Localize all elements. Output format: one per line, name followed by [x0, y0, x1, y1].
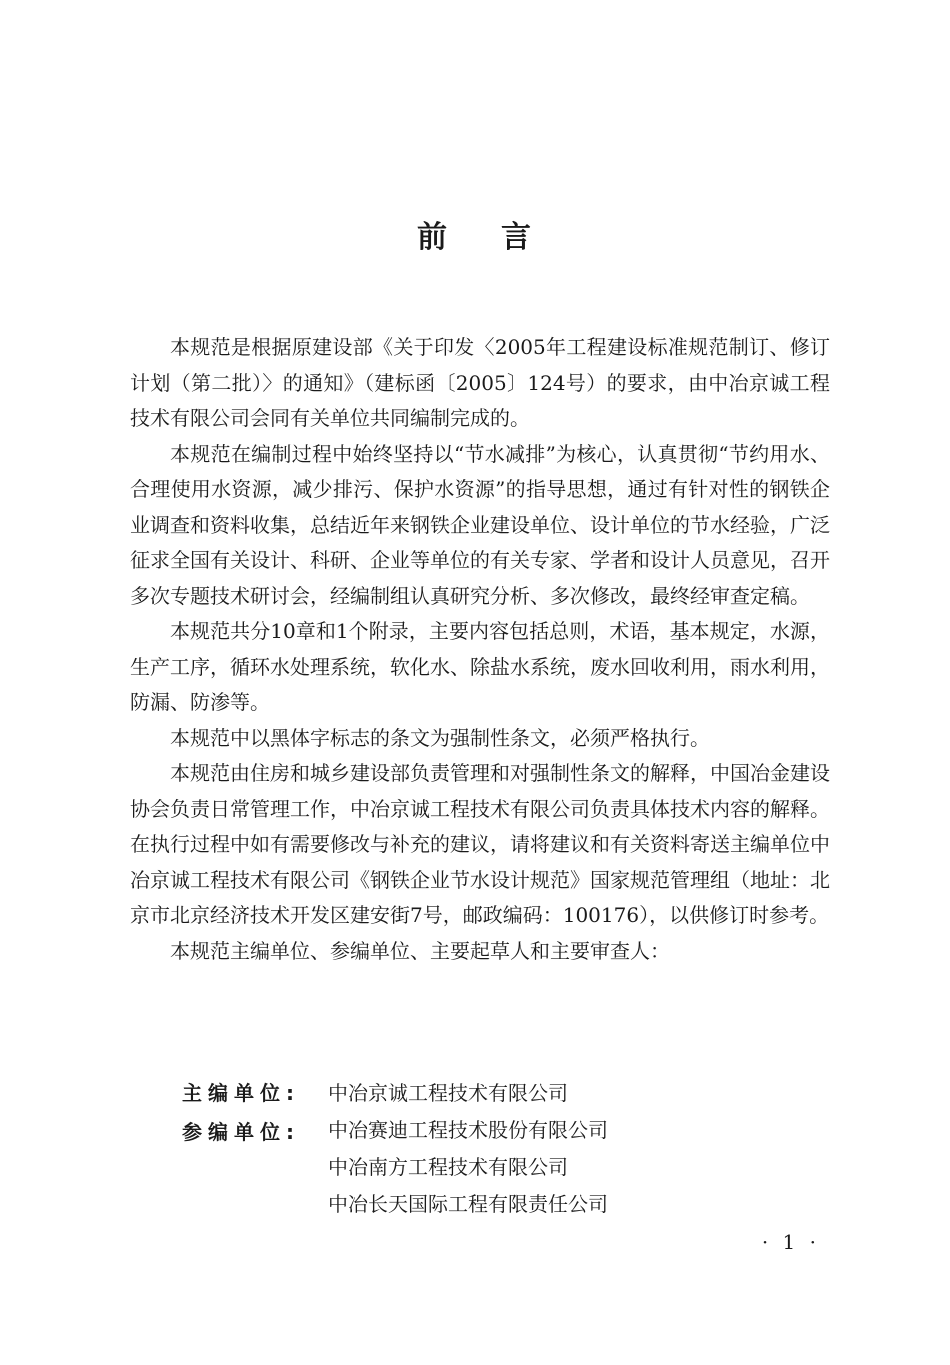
- page-number: · 1 ·: [761, 1230, 820, 1254]
- foreword-body: [130, 330, 830, 969]
- participating-units-row: [182, 1114, 842, 1225]
- title-char-1: 前: [417, 220, 449, 255]
- chief-unit-label: 主编单位:: [182, 1081, 300, 1105]
- paragraph-management: 本规范由住房和城乡建设部负责管理和对强制性条文的解释，中国冶金建设协会负责日常管理工作，中冶京诚工程技术有限公司负责具体技术内容的解释。在执行过程中如有需要修改与补充的建议，请将建议和有关资料寄送主编单位中冶京诚工程技术有限公司《钢铁企业节水设计规范》国家规范管理组（地址：北京市北京经济技术开发区建安街7号，邮政编码：100176），以供修订时参考。: [130, 761, 830, 927]
- paragraph-process: 本规范在编制过程中始终坚持以“节水减排”为核心，认真贯彻“节约用水、合理使用水资源，减少排污、保护水资源”的指导思想，通过有针对性的钢铁企业调查和资料收集，总结近年来钢铁企业建设单位、设计单位的节水经验，广泛征求全国有关设计、科研、企业等单位的有关专家、学者和设计人员意见，召开多次专题技术研讨会，经编制组认真研究分析、多次修改，最终经审查定稿。: [130, 441, 830, 608]
- participating-units-label: 参编单位:: [182, 1120, 300, 1144]
- paragraph-units-intro: 本规范主编单位、参编单位、主要起草人和主要审查人：: [170, 938, 670, 963]
- paragraph-basis: 本规范是根据原建设部《关于印发〈2005年工程建设标准规范制订、修订计划（第二批）〉的通知》（建标函〔2005〕124号）的要求，由中冶京诚工程技术有限公司会同有关单位共同编制完成的。: [130, 335, 830, 430]
- editing-units: [182, 1077, 842, 1225]
- participating-unit-2: 中冶南方工程技术有限公司: [328, 1155, 568, 1179]
- paragraph-mandatory: 本规范中以黑体字标志的条文为强制性条文，必须严格执行。: [170, 725, 710, 750]
- title-char-2: 言: [501, 220, 533, 255]
- page-title: [0, 218, 950, 258]
- chief-unit-row: [182, 1077, 842, 1114]
- chief-unit-name: 中冶京诚工程技术有限公司: [328, 1081, 568, 1105]
- participating-units-list: [328, 1114, 608, 1225]
- participating-unit-3: 中冶长天国际工程有限责任公司: [328, 1192, 608, 1216]
- paragraph-contents: 本规范共分10章和1个附录，主要内容包括总则，术语，基本规定，水源，生产工序，循环水处理系统，软化水、除盐水系统，废水回收利用，雨水利用，防漏、防渗等。: [130, 619, 830, 714]
- participating-unit-1: 中冶赛迪工程技术股份有限公司: [328, 1118, 608, 1142]
